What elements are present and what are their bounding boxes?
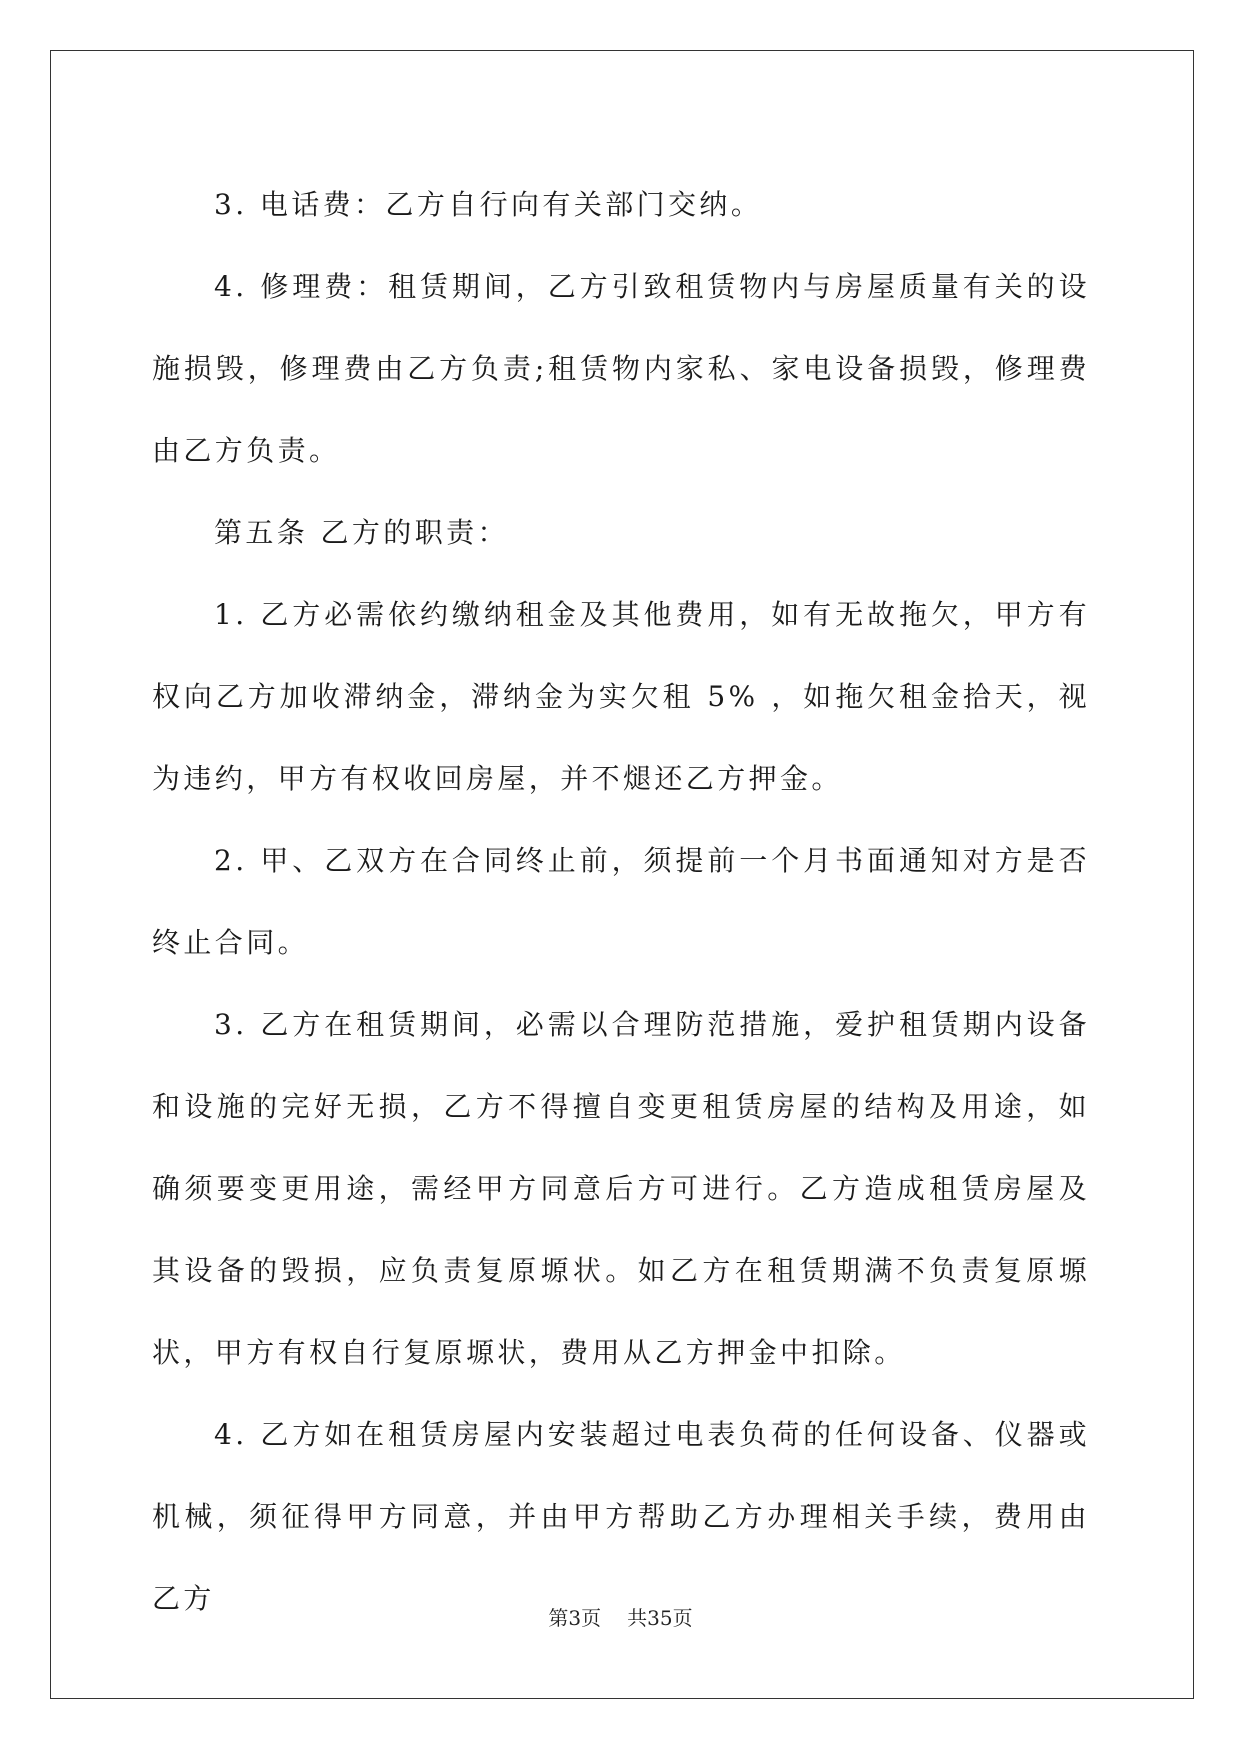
paragraph-duty-4: 4. 乙方如在租赁房屋内安装超过电表负荷的任何设备、仪器或机械，须征得甲方同意，并由甲方帮助乙方办理相关手续，费用由乙方 [152, 1418, 1090, 1615]
paragraph-duty-2: 2. 甲、乙双方在合同终止前，须提前一个月书面通知对方是否终止合同。 [152, 844, 1090, 959]
paragraph-repair-fee: 4. 修理费：租赁期间，乙方引致租赁物内与房屋质量有关的设施损毁，修理费由乙方负责;租赁物内家私、家电设备损毁，修理费由乙方负责。 [152, 270, 1090, 467]
document-body [152, 164, 1090, 1640]
paragraph-duty-3: 3. 乙方在租赁期间，必需以合理防范措施，爱护租赁期内设备和设施的完好无损，乙方不得擅自变更租赁房屋的结构及用途，如确须要变更用途，需经甲方同意后方可进行。乙方造成租赁房屋及其设备的毁损，应负责复原塬状。如乙方在租赁期满不负责复原塬状，甲方有权自行复原塬状，费用从乙方押金中扣除。 [152, 1008, 1090, 1369]
section-heading-article-5: 第五条 乙方的职责： [214, 516, 509, 549]
paragraph-phone-fee: 3. 电话费：乙方自行向有关部门交纳。 [214, 188, 763, 221]
page-total: 共35页 [627, 1606, 693, 1630]
paragraph-duty-1: 1. 乙方必需依约缴纳租金及其他费用，如有无故拖欠，甲方有权向乙方加收滞纳金，滞纳金为实欠租 5% ，如拖欠租金拾天，视为违约，甲方有权收回房屋，并不煺还乙方押金。 [152, 598, 1090, 795]
page-number: 第3页 [548, 1606, 602, 1630]
page-footer [0, 1602, 1241, 1631]
